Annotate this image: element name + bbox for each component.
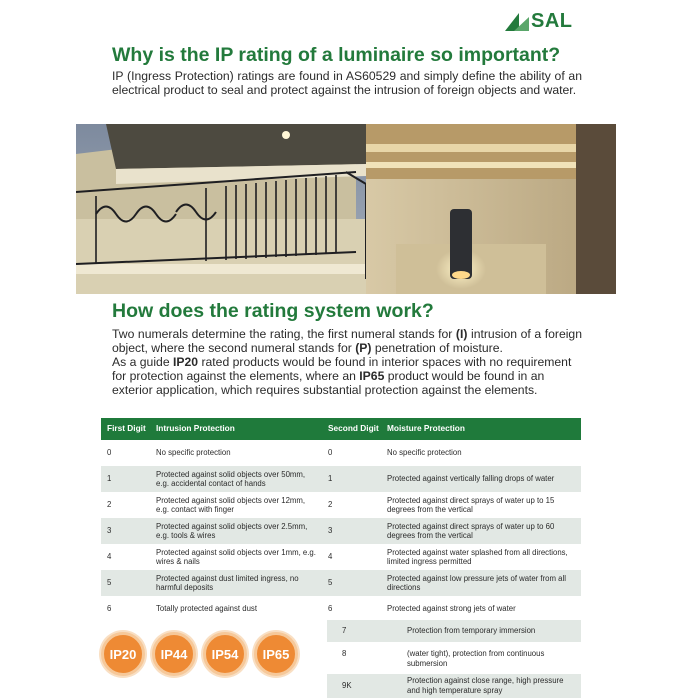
intro-paragraph: IP (Ingress Protection) ratings are found in AS60529 and simply define the ability of an electrical product to seal and protect against the intrusion of foreign objects and water. (112, 69, 582, 97)
table-row (101, 544, 581, 570)
moisture-cell: Protected against vertically falling drops of water (381, 466, 581, 492)
ip44-badge: IP44 (152, 632, 196, 676)
second-digit-cell: 3 (322, 518, 381, 544)
para3-text-2: rated products would be found in interior spaces with no requirement for protection against the elements, where an (112, 355, 572, 383)
building-image (76, 124, 616, 294)
rating-explanation-paragraph (112, 327, 582, 355)
moisture-cell: Protected against low pressure jets of water from all directions (381, 570, 581, 596)
guide-paragraph (112, 355, 582, 397)
para3-text-1: As a guide (112, 355, 173, 369)
moisture-cell: Protected against strong jets of water (387, 604, 516, 614)
building-photo (76, 124, 616, 294)
para3-text-3: product would be found in an exterior application, which requires substantial protection against the elements. (112, 369, 545, 397)
intrusion-cell: No specific protection (156, 448, 231, 458)
table-row-extra (327, 645, 581, 671)
first-digit-cell: 3 (101, 518, 150, 544)
header-second-digit: Second Digit (322, 418, 381, 440)
table-row (101, 466, 581, 492)
para3-bold-ip65: IP65 (359, 369, 385, 383)
first-digit-cell: 5 (101, 570, 150, 596)
first-digit-cell: 1 (101, 466, 150, 492)
para3-bold-ip20: IP20 (172, 355, 199, 369)
para2-bold-p: (P) (355, 341, 372, 355)
second-digit-cell: 4 (328, 552, 333, 562)
second-digit-cell: 7 (342, 626, 347, 635)
table-row (101, 518, 581, 544)
moisture-cell: Protection against close range, high pressure and high temperature spray (407, 676, 564, 695)
moisture-cell: Protected against direct sprays of water up to 15 degrees from the vertical (387, 495, 555, 514)
sal-logo-mark-icon (505, 13, 529, 31)
table-row (101, 492, 581, 518)
sal-logo (505, 10, 573, 33)
moisture-cell: (water tight), protection from continuous submersion (407, 649, 545, 668)
table-row-extra (327, 620, 581, 642)
second-digit-cell: 6 (328, 604, 333, 614)
ip54-badge: IP54 (203, 632, 247, 676)
header-intrusion-protection: Intrusion Protection (150, 418, 322, 440)
table-row (101, 440, 581, 466)
first-digit-cell: 0 (107, 448, 112, 458)
first-digit-cell: 6 (107, 604, 112, 614)
moisture-cell: No specific protection (387, 448, 462, 458)
ip65-badge: IP65 (254, 632, 298, 676)
logo-text: SAL (531, 10, 573, 32)
table-header-row (101, 418, 581, 440)
para2-bold-i: (I) (455, 327, 468, 341)
intrusion-cell: Protected against solid objects over 50mm, e.g. accidental contact of hands (150, 466, 322, 492)
intrusion-cell: Protected against solid objects over 12mm, e.g. contact with finger (156, 495, 306, 514)
moisture-cell: Protected against direct sprays of water up to 60 degrees from the vertical (381, 518, 581, 544)
moisture-cell: Protected against water splashed from all directions, limited ingress permitted (387, 547, 568, 566)
table-row (101, 570, 581, 596)
first-digit-cell: 2 (107, 500, 112, 510)
para2-text-2: intrusion of a foreign object, where the second numeral stands for (112, 327, 582, 355)
ip-rating-table (101, 418, 581, 622)
intrusion-cell: Protected against solid objects over 2.5mm, e.g. tools & wires (150, 518, 322, 544)
intrusion-cell: Protected against dust limited ingress, no harmful deposits (150, 570, 322, 596)
ip20-badge: IP20 (101, 632, 145, 676)
moisture-cell: Protection from temporary immersion (407, 626, 536, 635)
header-moisture-protection: Moisture Protection (381, 418, 581, 440)
table-row (101, 596, 581, 622)
first-digit-cell: 4 (107, 552, 112, 562)
second-digit-cell: 0 (328, 448, 333, 458)
para2-text-3: penetration of moisture. (371, 341, 503, 355)
header-first-digit: First Digit (101, 418, 150, 440)
second-digit-cell: 9K (342, 681, 352, 690)
table-row-extra (327, 674, 581, 698)
second-digit-cell: 2 (328, 500, 333, 510)
second-digit-cell: 5 (322, 570, 381, 596)
heading-ip-importance: Why is the IP rating of a luminaire so important? (112, 44, 561, 66)
intrusion-cell: Totally protected against dust (156, 604, 257, 614)
ip-badges (101, 632, 298, 676)
second-digit-cell: 1 (322, 466, 381, 492)
heading-rating-system: How does the rating system work? (112, 300, 434, 322)
intrusion-cell: Protected against solid objects over 1mm, e.g. wires & nails (156, 547, 316, 566)
para2-text-1: Two numerals determine the rating, the first numeral stands for (112, 327, 456, 341)
second-digit-cell: 8 (342, 649, 347, 658)
